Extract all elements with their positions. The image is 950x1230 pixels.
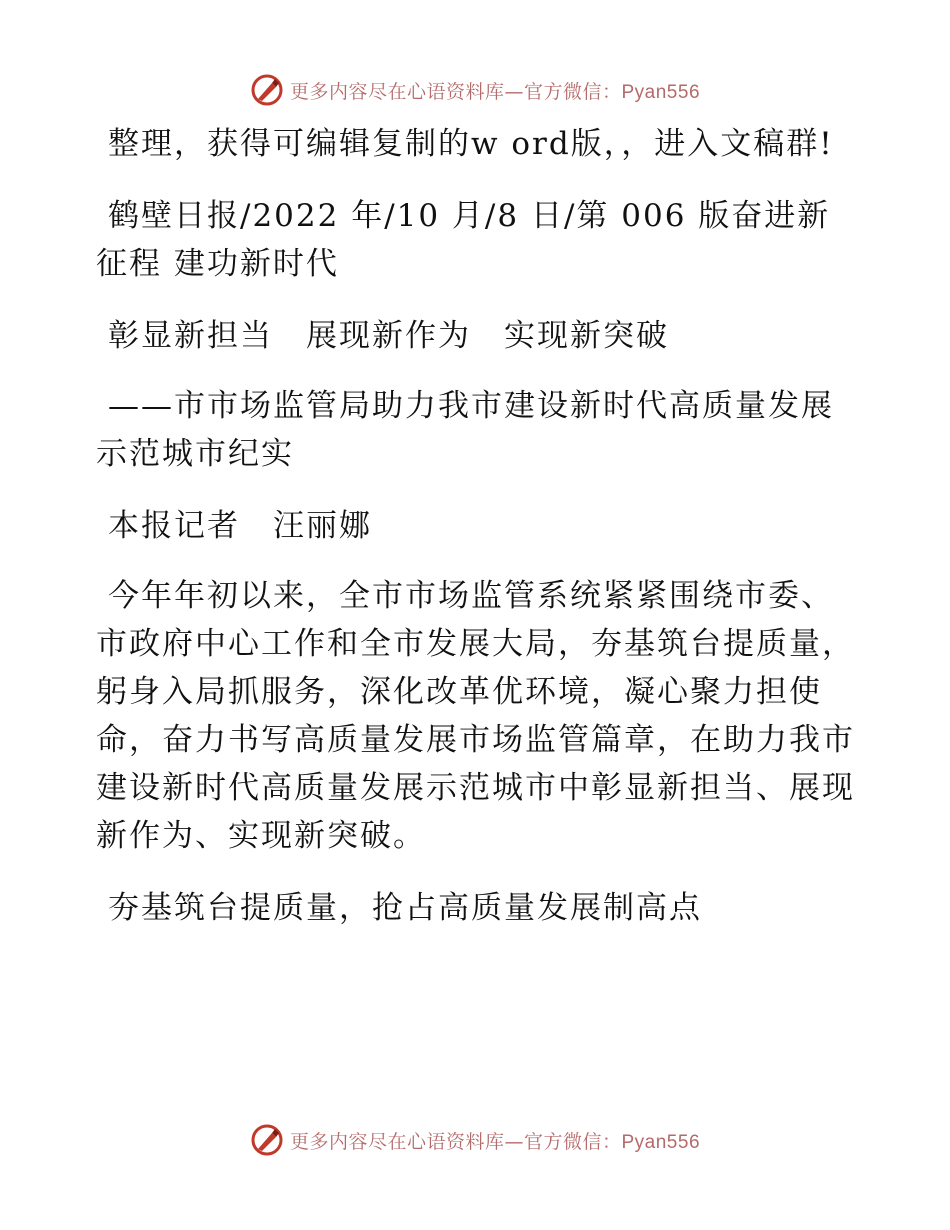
pen-logo-icon <box>250 73 284 107</box>
watermark-brand: 更多内容尽在心语资料库 <box>289 80 505 103</box>
watermark-text <box>290 1127 700 1154</box>
intro-paragraph: 整理，获得可编辑复制的w ord版，，进入文稿群! <box>108 126 834 162</box>
watermark-wechat-label: 官方微信： <box>523 80 622 103</box>
footer-watermark <box>0 1120 950 1160</box>
header-watermark <box>0 70 950 110</box>
pen-logo-icon <box>250 1123 284 1157</box>
publication-line: 鹤壁日报/2022 年/10 月/8 日/第 006 版奋进新征程 建功新时代 <box>96 198 831 282</box>
watermark-wechat-id: Pyan556 <box>621 81 701 103</box>
watermark-text <box>290 77 700 104</box>
document-body <box>96 120 856 956</box>
watermark-separator: — <box>504 80 524 103</box>
article-subtitle: ——市市场监管局助力我市建设新时代高质量发展示范城市纪实 <box>96 388 834 472</box>
watermark-wechat-id: Pyan556 <box>621 1131 701 1153</box>
article-title: 彰显新担当 展现新作为 实现新突破 <box>108 318 669 354</box>
watermark-brand: 更多内容尽在心语资料库 <box>289 1130 505 1153</box>
lead-paragraph: 今年年初以来，全市市场监管系统紧紧围绕市委、市政府中心工作和全市发展大局，夯基筑台提质量，躬身入局抓服务，深化改革优环境，凝心聚力担使命，奋力书写高质量发展市场监管篇章，在助力我市建设新时代高质量发展示范城市中彰显新担当、展现新作为、实现新突破。 <box>96 578 855 854</box>
section-heading: 夯基筑台提质量，抢占高质量发展制高点 <box>108 890 702 926</box>
byline: 本报记者 汪丽娜 <box>108 508 372 544</box>
watermark-separator: — <box>504 1130 524 1153</box>
watermark-wechat-label: 官方微信： <box>523 1130 622 1153</box>
